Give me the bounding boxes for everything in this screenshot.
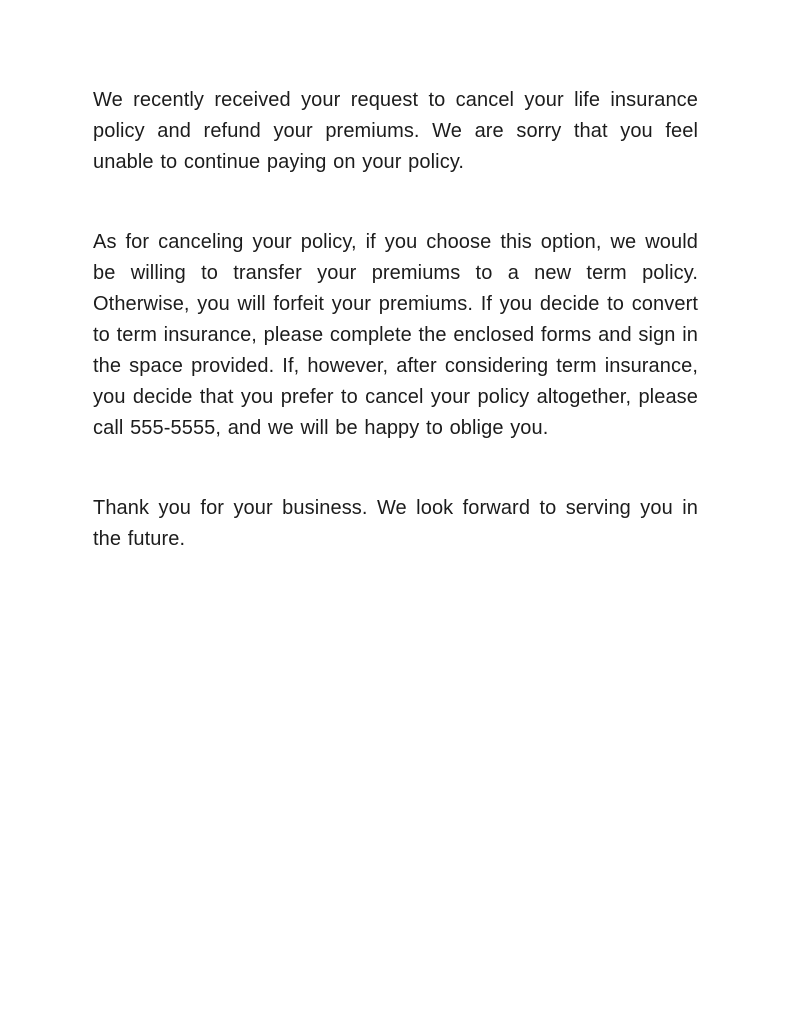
letter-paragraph-options: As for canceling your policy, if you choose this option, we would be willing to transfer your premiums to a new term policy. Otherwise, you will forfeit your premiums. If you decide to convert to term insurance, please complete the enclosed forms and sign in the space provided. If, however, after considering term insurance, you decide that you prefer to cancel your policy altogether, please call 555-5555, and we will be happy to oblige you. (93, 231, 698, 439)
letter-paragraph-closing: Thank you for your business. We look forward to serving you in the future. (93, 497, 698, 550)
letter-paragraph-intro: We recently received your request to cancel your life insurance policy and refund your premiums. We are sorry that you feel unable to continue paying on your policy. (93, 89, 698, 173)
